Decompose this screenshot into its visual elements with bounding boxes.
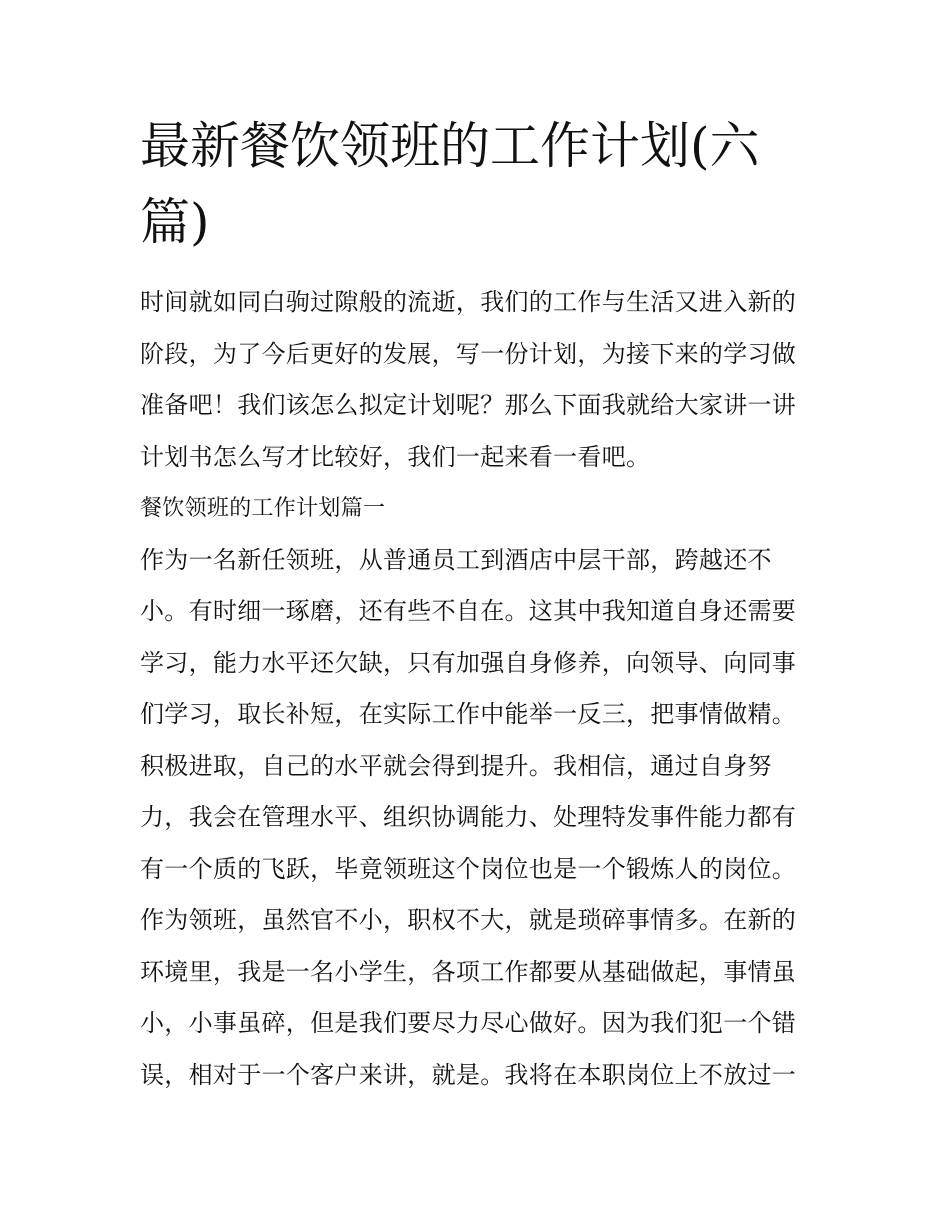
text-line: 学习，能力水平还欠缺，只有加强自身修养，向领导、向同事 xyxy=(140,648,797,677)
text-line: 作为领班，虽然官不小，职权不大，就是琐碎事情多。在新的 xyxy=(140,906,797,934)
intro-paragraph xyxy=(140,277,820,483)
text-line: 有一个质的飞跃，毕竟领班这个岗位也是一个锻炼人的岗位。 xyxy=(140,854,797,883)
text-line: 环境里，我是一名小学生，各项工作都要从基础做起，事情虽 xyxy=(140,957,797,986)
text-line: 准备吧！我们该怎么拟定计划呢？那么下面我就给大家讲一讲 xyxy=(140,391,797,419)
text-line: 作为一名新任领班，从普通员工到酒店中层干部，跨越还不 xyxy=(140,545,772,574)
text-line: 小。有时细一琢磨，还有些不自在。这其中我知道自身还需要 xyxy=(140,597,797,625)
text-line: 计划书怎么写才比较好，我们一起来看一看吧。 xyxy=(140,442,651,471)
document-page xyxy=(140,108,820,1101)
text-line: 积极进取，自己的水平就会得到提升。我相信，通过自身努 xyxy=(140,751,772,780)
text-line: 阶段，为了今后更好的发展，写一份计划，为接下来的学习做 xyxy=(140,339,797,368)
text-line: 误，相对于一个客户来讲，就是。我将在本职岗位上不放过一 xyxy=(140,1060,797,1089)
body-paragraph xyxy=(140,535,820,1102)
text-line: 时间就如同白驹过隙般的流逝，我们的工作与生活又进入新的 xyxy=(140,288,797,316)
document-title xyxy=(140,108,820,260)
section-heading: 餐饮领班的工作计划篇一 xyxy=(140,496,386,521)
text-line: 小，小事虽碎，但是我们要尽力尽心做好。因为我们犯一个错 xyxy=(140,1009,797,1037)
text-line: 力，我会在管理水平、组织协调能力、处理特发事件能力都有 xyxy=(140,803,797,831)
title-line: 最新餐饮领班的工作计划(六 xyxy=(140,117,760,175)
title-line: 篇) xyxy=(140,193,210,251)
text-line: 们学习，取长补短，在实际工作中能举一反三，把事情做精。 xyxy=(140,700,797,728)
